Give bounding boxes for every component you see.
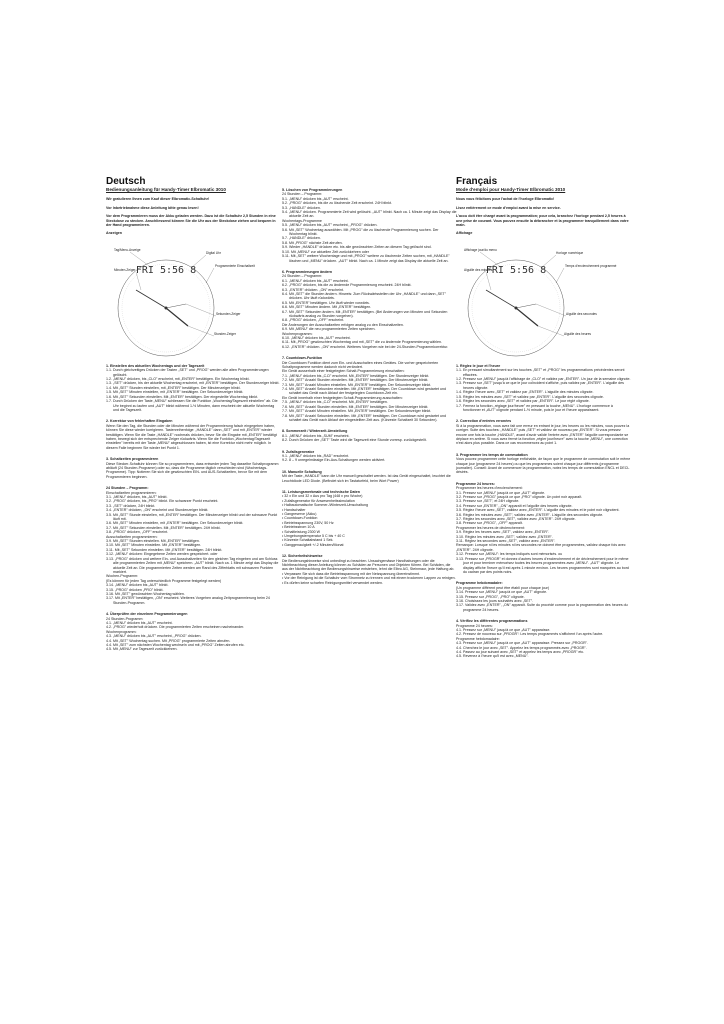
german-section-item: 3.11. Mit „SET" Sekunden einstellen. Mit „ENTER" bestätigen. 24H blinkt. xyxy=(106,547,223,552)
german-section-item: • Gangreserve (Akku) xyxy=(282,512,317,516)
french-section-item: 1.1. En pressant simultanément sur les touches „SET" et „PROG" les programmations précédentes seront effacées. xyxy=(456,368,625,377)
german-section-item: Wochenprogramm: xyxy=(282,331,313,336)
german-section-item: 8.1. „MENU" drücken bis „SUM" erscheint. xyxy=(282,433,350,438)
german-section-item: 3.9. Mit „SET" Stunden einstellen. Mit „ENTER" bestätigen. xyxy=(106,539,200,544)
label-digital-clock: Digital Uhr xyxy=(206,250,221,255)
german-section-item: 3.3. „SET" drücken, 24H blinkt. xyxy=(106,503,156,508)
german-section-item: Die Bedienungshinweise sind unbedingt zu beachten. Unsachgemässe Handhabungen oder die Nichtbeachtung dieser Anleitung können zu Schäden an Personen und Objekten führen. Bei Schäden, die aus der Nichtbeachtung der Bedienungshinweise entstehen, lehnt die Elbro AG, Steinmaur, jede Haftung ab. xyxy=(282,558,455,572)
german-section-item: Wochen-Programm: xyxy=(106,574,139,579)
french-section-item: 4.2. Pressez de nouveau sur „PROGR": Les temps programmés s'affichent l'un après l'autre. xyxy=(456,632,604,637)
german-section-item: 7.7. Mit „SET" Anzahl Minuten einstellen. Mit „ENTER" bestätigen. Der Sekundenzeiger blinkt. xyxy=(282,409,432,414)
german-section-item: 3.13. „PROG" drücken und weitere Ein- und Ausschaltzeiten für den gleichen Tag eingeben und am Schluss alle programmierten Zeiten mit „MENU" speichern. „AUT" blinkt. Nach ca. 1 Minute zeigt das Display die aktuelle Zeit an. Die programmierten Zeiten werden am Rand des Zifferblatts mit schwarzen Punkten markiert. xyxy=(106,556,279,574)
german-title: Deutsch xyxy=(106,176,146,187)
german-section-item: • Vor der Reinigung ist die Schaltuhr vom Stromnetz zu trennen und mit einem trockenen Lappen zu reinigen. xyxy=(282,576,456,581)
german-section-item: 6.4. Mit „SET" die Stunden ändern. Hinweis: Zum Rückwärtsstellen der Uhr „HANDLE" und dann „SET" drücken. Uhr läuft rückwärts. xyxy=(282,291,447,301)
label-programmed-time: Programmierte Einschaltzeit xyxy=(215,263,255,268)
french-intro-1: Nous vous félicitons pour l'achat de l'horloge Elbromatic! xyxy=(456,197,555,202)
german-section-item: 24 Stunden – Programm: xyxy=(282,192,323,197)
french-section-item: 3.7. Réglez les secondes avec „SET", validez avec „ENTER". 24H clignote. xyxy=(456,517,576,522)
german-clock-diagram xyxy=(106,238,281,360)
german-section-item: 5.6. Mit „SET" Wochentag auswählen. Mit „PROG" die zu löschende Programmierung suchen. Der Wochentag blinkt. xyxy=(282,227,439,237)
german-diagram-title: Anzeigen xyxy=(106,231,122,236)
german-section-item: 5.11. Mit „SET" weitere Wochentage und mit „PROG" weitere zu löschende Zeiten suchen, mit „HANDLE" löschen und „MENU" drücken. „AUT" blinkt. Nach ca. 1 Minute zeigt das Display die aktuelle Zeit an. xyxy=(282,254,450,263)
german-section-item: 6.5. Mit „ENTER" bestätigen. Uhr läuft wieder vorwärts. xyxy=(282,300,370,305)
german-section-item: 3.12. „MENU" drücken: Eingegebene Zeiten werden gespeichert. oder xyxy=(106,552,218,557)
german-section-item: 6.8. „PROG" drücken, „OFF" erscheint. xyxy=(282,318,345,323)
german-section-item: Wenn Sie den Tag, die Stunden oder die Minuten während der Programmierung falsch eingegeben haben, können Sie diese wieder korrigieren. Tastenreihenfolge: „HANDLE" dann „SET" und mit „ENTER" wieder bestätigen. Wenn Sie die Taste „HANDLE" nochmals drücken, bevor Sie die Eingabe mit „ENTER" bestätigt haben, bewegt sich der entsprechende Zeiger rückwärts. Wenn Sie die Funktion „Wochentag/Tageszeit einstellen" bereits mit der Taste „MENU" abgeschlossen haben, ist eine Korrektur nicht mehr möglich. In diesem Falle beginnen Sie wieder bei Punkt 1. xyxy=(106,423,277,450)
label-hour-hand: Stunden-Zeiger xyxy=(214,331,236,336)
german-sections-part-2 xyxy=(282,188,457,588)
german-section-item: 6.2. „PROG" drücken, bis die zu ändernde Programmierung erscheint. 24H blinkt. xyxy=(282,283,412,288)
french-section-item: 3.6. Réglez les minutes avec „SET", validez avec „ENTER". L'aiguille des secondes clignote. xyxy=(456,512,604,517)
german-section-item: Ein Gerät innerhalb einer festgelegten Schalt-Programmierung ausschalten: xyxy=(282,395,403,400)
french-section-title: 3. Programmer les temps de commutation xyxy=(456,452,528,457)
german-section-item: 4.4. Mit „SET" Wochentag suchen. Mit „PROG" programmierte Zeiten abrufen. xyxy=(106,638,231,643)
german-section-item: Wochentags-Programme xyxy=(282,218,322,223)
german-section-item: 7.6. Mit „SET" Anzahl Stunden einstellen. Mit „ENTER" bestätigen. Der Minutenzeiger blinkt. xyxy=(282,404,429,409)
french-section-item: 3.8. Pressez sur „PROG", „OFF" apparaît. xyxy=(456,521,523,526)
german-section-item: Wochenprogramm: xyxy=(106,629,137,634)
label-day-menu-fr: Affichage jour/du menu xyxy=(464,247,497,252)
french-section-item: 3.12. Pressez sur „MENU": les temps indiqués sont mémorisés. ou xyxy=(456,552,563,557)
german-section-item: 6.11. Mit „PROG" gewünschten Wochentag und mit „SET" die zu ändernde Programmierung wählen. xyxy=(282,340,443,345)
german-section-item: 4.2. „PROG" wiederholt drücken. Die programmierten Zeiten erscheinen nacheinander. xyxy=(106,625,245,630)
label-programmed-time-fr: Temps d'enclenchement programmé xyxy=(565,263,617,268)
french-section-item: 3.13. Pressez sur „PROGR" et donnez d'autres heures d'enclenchement et de déclenchement pour le même jour et pour terminer mémorisez toutes les heures programmées avec „MENU". „AUT" clignote. Le display affiche l'heure qu'il est après 1 minute environ. Les heures programmées sont marquées au bord du cadran par des points noirs. xyxy=(456,556,629,574)
german-section-item: 3.15. „PROG" drücken „PRO" blinkt. xyxy=(106,587,164,592)
german-column-1 xyxy=(106,176,281,655)
german-subtitle: Bedienungsanleitung für Handy-Timer Elbromatic 3010 xyxy=(106,187,226,192)
german-section-item: 6.6. Mit „SET" Minuten ändern. Mit „ENTER" bestätigen. xyxy=(282,305,372,310)
german-intro-2: Vor Inbetriebnahme diese Anleitung bitte genau lesen! xyxy=(106,205,199,210)
german-section-item: 9.2. 8 – 9 unregelmässige Ein-Aus-Schaltungen werden aktiviert. xyxy=(282,458,386,463)
german-section-item: 7.1. „MENU" drücken bis „C-D" erscheint. Mit „ENTER" bestätigen. Der Stundenzeiger blinkt. xyxy=(282,373,430,378)
german-section-item: Die Änderungen der Ausschaltzeiten erfolgen analog zu den Einschaltzeiten. xyxy=(282,322,404,327)
german-section-item: • Zufallsgenerator für Anwesenheitssimulation xyxy=(282,498,355,503)
french-section-item: 3.9. Réglez les heures avec „SET", validez avec „ENTER". xyxy=(456,530,550,535)
french-section-item: Programme 24 heures: xyxy=(456,623,493,628)
french-section-item: 1.2. Pressez sur „MENU" jusqu'à l'affichage de „CLO" et validez par „ENTER". Un jour de la semaine clignote. xyxy=(456,377,631,382)
french-section-item: Si à la programmation, vous avez fait une erreur en entrant le jour, les heures ou les minutes, vous pouvez la corriger. Suite des touches: „HANDLE" puis „SET" et validez de nouveau par „ENTER". Si vous pressez encore une fois la touche „HANDLE", avant d'avoir validé l'entrée avec „ENTER" l'aiguille correspondante se déplace en arrière. Si vous avez fermé la fonction „régler jour/heure" avec la touche „MENU", une correction n'est alors plus possible. Dans ce cas recommencez au point 1. xyxy=(456,423,630,446)
german-section-title: 6. Programmierungen ändern xyxy=(282,269,333,274)
german-section-item: • Es dürfen keine scharfen Reinigungsmittel verwendet werden. xyxy=(282,580,383,585)
german-section-item: 1.6. Mit „SET" Sekunden einstellen. Mit „ENTER" bestätigen. Der eingestellte Wochentag blinkt. xyxy=(106,394,259,399)
french-section-item: 1.6. Réglez les secondes avec „SET" et validez par „ENTER". Le jour réglé clignote. xyxy=(456,399,590,404)
french-section-item: 3.17. Validez avec „ENTER", „ON" apparaît. Suite du procédé comme pour la programmation des heures du programme 24 heures. xyxy=(456,603,628,612)
french-section-item: 4.4. Passez au jour suivant avec „SET" et appelez les temps avec „PROGR" etc. xyxy=(456,650,585,654)
german-section-item: 5.7. „HANDLE" drücken. xyxy=(282,236,321,241)
clock-dial-graphic xyxy=(106,238,281,360)
german-section-item: • Betriebsstrom 10 A xyxy=(282,525,315,530)
german-section-item: 5.8. Mit „PROG" nächste Zeit abrufen. xyxy=(282,240,343,245)
german-section-item: 7.8. Mit „SET" Anzahl Sekunden einstellen. Mit „ENTER" bestätigen. Der Countdown wird gestartet und schaltet das Gerät nach Ablauf der eingestellten Zeit aus. (Kürzeste Schaltzeit 30 Sekunden). xyxy=(282,413,446,422)
german-section-item: 1.3. „SET" drücken, bis der aktuelle Wochentag erscheint, mit „ENTER" bestätigen. Der Stundenzeiger blinkt. xyxy=(106,381,280,386)
french-diagram-title: Affichage xyxy=(456,231,473,236)
french-column xyxy=(456,176,631,662)
german-section-item: 1.5. Mit „SET" Minuten einstellen, mit „ENTER" bestätigen. Der Sekundenzeiger blinkt. xyxy=(106,390,244,395)
german-section-title: 9. Zufallsgenerator xyxy=(282,449,315,454)
french-section-item: 3.1. Pressez sur „MENU" jusqu'à ce que „AUT" clignote. xyxy=(456,490,546,495)
german-section-item: 3.10. Mit „SET" Minuten einstellen. Mit „ENTER" bestätigen. xyxy=(106,543,202,548)
french-section-title: 2. Correction d'entrées erronées xyxy=(456,419,512,424)
label-minute-hand: Minuten-Zeiger xyxy=(114,267,136,272)
french-section-item: Remarque: Lorsque ni les minutes ni les secondes ne doivent être programmées, validez chaque fois avec „ENTER". 24H clignote. xyxy=(456,543,626,552)
german-section-item: • Ganggenauigkeit +/-2 Minuten/Monat xyxy=(282,542,344,547)
german-section-item: • 32 x Ein und 32 x Aus pro Tag (448 x pro Woche) xyxy=(282,494,363,499)
french-section-title: Programme 24 heures: xyxy=(456,481,495,486)
german-section-item: 8.2. Durch Drücken der „SET" Taste wird die Tageszeit eine Stunde vorresp. zurückgestellt. xyxy=(282,438,427,443)
german-intro-1: Wir gratulieren Ihnen zum Kauf dieser Elbromatic-Schaltuhr! xyxy=(106,197,210,202)
french-section-item: 4.3. Pressez sur „MENU" jusqu'à ce que „AUT" apparaisse. Pressez sur „PROGR". xyxy=(456,641,588,646)
german-section-item: • Countdown-Funktion xyxy=(282,516,318,521)
german-section-item: 24 Stunden – Programm: xyxy=(282,274,323,279)
german-section-item: 7.4. Mit „SET" Anzahl Sekunden einstellen. Mit „ENTER" bestätigen. Der Countdown wird gestartet und schaltet das Gerät nach Ablauf der festgelegten Countdown-Zeit ein. xyxy=(282,387,446,396)
german-section-title: 7. Countdown-Funktion xyxy=(282,356,323,361)
german-section-item: 7.2. Mit „SET" Anzahl Stunden einstellen. Mit „ENTER" bestätigen. Der Minutenzeiger blinkt. xyxy=(282,378,429,383)
german-section-item: Ein Gerät ausserhalb einer festgelegten Schalt-Programmierung einschalten: xyxy=(282,369,405,374)
german-section-item: 4.1. „MENU" drücken bis „AUT" erscheint. xyxy=(106,620,173,625)
french-section-item: 4.5. Revenez à l'heure qu'il est avec „MENU". xyxy=(456,654,529,659)
german-section-item: 1.4. Mit „SET" Stunden einstellen, mit „ENTER" bestätigen. Der Minutenzeiger blinkt. xyxy=(106,385,241,390)
clock-dial-graphic-fr xyxy=(456,238,631,360)
french-sections xyxy=(456,364,631,662)
german-section-item: 1.1. Durch gleichzeitiges Drücken der Tasten „SET" und „PROG" werden alle alten Programmierungen gelöscht. xyxy=(106,368,269,377)
german-section-title: 1. Einstellen des aktuellen Wochentags und der Tageszeit xyxy=(106,363,205,368)
label-digital-clock-fr: Horloge numérique xyxy=(556,250,584,255)
german-section-item: • Halbautomatische Sommer-/Winterzeit-Umschaltung xyxy=(282,503,368,508)
label-second-hand: Sekunden-Zeiger xyxy=(216,311,241,316)
french-section-title: 4. Vérifiez les différentes programmations xyxy=(456,619,528,624)
german-section-item: 3.2. „PROG" drücken, bis „PRO" blinkt. Ein schwarzer Punkt erscheint. xyxy=(106,499,219,504)
german-section-item: Ausschaltzeiten programmieren: xyxy=(106,534,158,539)
german-section-title: 11. Leistungsmerkmale und technische Daten xyxy=(282,489,360,494)
french-section-item: 4.1. Pressez sur „MENU" jusqu'à ce que „AUT" apparaisse. xyxy=(456,627,551,632)
german-section-item: 5.5. „MENU" drücken bis „AUT" erscheint, „PROG" drücken. xyxy=(282,223,378,228)
german-section-item: 4.3. „MENU" drücken bis „AUT" erscheint, „PROG" drücken. xyxy=(106,634,202,639)
french-section-title: 1. Réglez le jour et l'heure xyxy=(456,363,501,368)
german-section-item: 7.3. Mit „SET" Anzahl Minuten einstellen. Mit „ENTER" bestätigen. Der Sekundenzeiger blinkt. xyxy=(282,382,432,387)
german-section-item: 6.9. Mit „MENU" die neu programmierten Zeiten speichern. xyxy=(282,327,376,332)
german-section-title: 24 Stunden – Programm: xyxy=(106,486,149,491)
french-section-item: 1.7. Fermez la fonction „réglage jour/heure" en pressant la touche „MENU". L'horloge commence à fonctionner et „AUT" clignote pendant 1-½ minute, puis le jour et l'heure apparaissent. xyxy=(456,403,613,412)
german-section-item: 3.6. Mit „SET" Minuten einstellen, mit „ENTER" bestätigen. Der Sekundenzeiger blinkt. xyxy=(106,521,244,526)
german-section-item: Einschaltzeiten programmieren: xyxy=(106,490,157,495)
german-section-item: 4.4. Mit „SET" zum nächsten Wochentag wechseln und mit „PROG" Zeiten abrufen etc. xyxy=(106,643,245,647)
french-section-item: 3.5. Réglez l'heure avec „SET", validez avec „ENTER". L'aiguille des minutes et le point noir clignotent. xyxy=(456,508,620,513)
french-title: Français xyxy=(456,176,498,187)
french-section-item: Programme hebdomadaire: xyxy=(456,636,500,641)
german-section-item: 3.14. „MENU" drücken bis „AUT" blinkt. xyxy=(106,583,169,588)
german-section-title: 12. Sicherheitshinweise xyxy=(282,554,323,559)
german-section-item: (Es können für jeden Tag unterschiedlich Programme festgelegt werden) xyxy=(106,578,222,583)
german-intro-3: Vor dem Programmieren muss der Akku geladen werden. Dazu ist die Schaltuhr 2,5 Stunden in eine Steckdose zu stecken. Anschliessend können Sie die Uhr aus der Steckdose ziehen und bequem in der Hand programmieren. xyxy=(106,214,276,228)
label-hour-hand-fr: Aiguille des heures xyxy=(564,331,591,336)
german-section-item: • Verpassen Sie sich dass die Betriebsspannung mit der Netzspannung übereinstimmt. xyxy=(282,571,420,576)
german-section-item: 3.5. Mit „SET" Stunde einstellen, mit „ENTER" bestätigen. Der Minutenzeiger blinkt und der schwarze Punkt läuft mit. xyxy=(106,512,278,522)
german-section-item: 6.10. „MENU" drücken bis „AUT" erscheint. xyxy=(282,336,351,340)
german-section-item: Diese Stecker-Schaltuhr können Sie so programmieren, dass entweder jeden Tag dasselbe Schaltprogramm abläuft (24 Stunden-Programm) oder so, dass die Programme täglich verschieden sind (Wochentags-Programme). Tipp: Notieren Sie sich die gewünschten EIN- und AUS-Schaltzeiten, bevor Sie mit dem Programmieren beginnen. xyxy=(106,461,279,479)
french-section-item: Programmer les heures de déclenchement: xyxy=(456,525,525,530)
german-section-title: 3. Schaltzeiten programmieren xyxy=(106,457,159,462)
label-second-hand-fr: Aiguille des secondes xyxy=(566,311,597,316)
french-section-item: Vous pouvez programmer cette horloge enfichable, de façon que le programme de commutation soit le même chaque jour (programme 24 heures) ou que les programmes soient chaque jour différents (programme journalier). Conseil: Avant de commencer la programmation, notez les temps de commutation ENCL et DECL désirés. xyxy=(456,457,631,475)
german-section-title: 10. Manuelle Schaltung xyxy=(282,469,322,474)
german-section-item: 5.10. Mit „MENU" zur aktuellen Zeit zurückkehren oder xyxy=(282,249,369,254)
german-section-item: • Kürzeste Schaltabstand 1 Sek. xyxy=(282,538,334,543)
german-section-title: 5. Löschen von Programmierungen xyxy=(282,188,343,192)
german-section-item: Die Countdown Funktion dient zum Ein- und Ausschalten eines Gerätes. Die vorher gespeicherten Schaltprogramme werden dadurch nicht verändert. xyxy=(282,360,439,370)
german-section-item: 1.7. Durch Drücken der Taste „MENU" schliessen Sie die Funktion „Wochentag/Tageszeit einstellen" ab. Die Uhr beginnt zu laufen und „AUT" blinkt während 1-½ Minuten, dann erscheint der aktuelle Wochentag und die Tageszeit. xyxy=(106,399,278,412)
german-section-item: 5.1. „MENU" drücken bis „AUT" erscheint. xyxy=(282,196,349,201)
german-section-item: 7.5. „MENU" drücken bis „C-D" erscheint. Mit „ENTER" bestätigen. xyxy=(282,400,388,405)
german-section-item: 3.16. Mit „SET" gewünschten Wochentag wählen. xyxy=(106,591,185,596)
french-section-item: 4.4. Cherchez le jour avec „SET". Appelez les temps programmés avec „PROGR". xyxy=(456,645,587,650)
french-section-item: 3.11. Réglez les secondes avec „SET", validez avec „ENTER". xyxy=(456,539,556,544)
german-section-item: • Schaltleistung 2300 W xyxy=(282,529,321,534)
german-section-item: 6.3. „ENTER" drücken. „ON" erscheint. xyxy=(282,287,344,292)
french-section-item: 3.2. Pressez sur „PROG" jusqu'à ce que „PRO" clignote. Un point noir apparaît. xyxy=(456,495,583,499)
french-section-item: 1.4. Réglez l'heure avec „SET" et validez par „ENTER". L'aiguille des minutes clignote. xyxy=(456,390,594,395)
german-section-item: • Handschalter xyxy=(282,507,306,512)
german-section-title: 8. Sommerzeit / Winterzeit-Umstellung xyxy=(282,429,348,434)
german-section-item: 5.9. Wieder „HANDLE" drücken etc. bis alle gewünschten Zeiten an diesem Tag gelöscht sind. xyxy=(282,245,432,250)
german-section-item: • Umgebungstemperatur 5 C bis + 40 C xyxy=(282,534,345,539)
german-column-2 xyxy=(282,184,457,588)
german-section-item: 3.17. Mit „ENTER" bestätigen, „ON" erscheint. Weiteres Vorgehen analog Zeitprogrammierung beim 24 Stunden-Programm. xyxy=(106,596,270,605)
french-section-item: Programmer les heures d'enclenchement: xyxy=(456,486,523,491)
french-section-title: Programme hebdomadaire: xyxy=(456,581,503,586)
german-section-item: 5.4. „MENU" drücken. Programmierte Zeit wird gelöscht. „AUT" blinkt. Nach ca. 1 Minute zeigt das Display die aktuelle Zeit an. xyxy=(282,210,457,219)
german-section-item: 3.4. „ENTER" drücken, „ON" erscheint und Stundenzeiger blinkt. xyxy=(106,508,209,513)
german-section-item: 4.5. Mit „MENU" zur Tageszeit zurückkehren. xyxy=(106,647,178,652)
french-section-item: 1.3. Pressez sur „SET" jusqu'à ce que le jour coïncident s'affiche, puis validez par „ENTER". L'aiguille des heures clignote. xyxy=(456,381,624,390)
french-subtitle: Mode d'emploi pour Handy-Timer Elbromatic 3010 xyxy=(456,187,566,192)
german-section-title: 4. Überprüfen der einzelnen Programmierungen xyxy=(106,612,188,617)
french-section-item: 3.10. Réglez les minutes avec „SET", validez avec „ENTER". xyxy=(456,534,553,539)
french-lcd-display: FRI 5:56 8 xyxy=(485,264,547,276)
german-section-item: 6.1. „MENU" drücken bis „AUT" erscheint. xyxy=(282,278,349,283)
german-sections-part-1 xyxy=(106,364,281,655)
label-day-menu: Tag/Menu-Anzeige xyxy=(114,247,141,252)
german-section-item: 1.2. „MENU" drücken, bis „CLO" erscheint, mit „ENTER" bestätigen. Ein Wochentag blinkt. xyxy=(106,377,250,382)
german-section-title: 2. Korrektur von fehlerhaften Eingaben xyxy=(106,419,173,424)
french-section-item: 3.3. Pressez sur „SET", et 24H clignote. xyxy=(456,499,520,504)
french-section-item: (Un programme différent peut être établi pour chaque jour) xyxy=(456,585,550,590)
german-section-item: 5.2. „PROG" drücken, bis die zu löschende Zeit erscheint. 24H blinkt. xyxy=(282,201,392,206)
german-section-item: Mit der Taste „HANDLE" kann die Uhr manuell geschaltet werden. Ist das Gerät eingeschaltet, leuchtet die Leuchtdiode LED Diode. (Befindet sich im Tastaturfeld, beim Wort Power) xyxy=(282,474,451,483)
label-minute-hand-fr: Aiguille des minutes xyxy=(464,267,493,272)
german-section-item: 6.12. „ENTER" drücken. „ON" erscheint. Weiteres Vorgehen wie bei der 24-Stunden-Programmkorrektur. xyxy=(282,344,449,349)
german-section-item: 5.3. „HANDLE" drücken. xyxy=(282,205,321,210)
french-section-item: 3.4. Pressez sur „ENTER", „ON" apparaît et l'aiguille des heures clignote. xyxy=(456,503,573,508)
french-clock-diagram xyxy=(456,238,631,360)
french-intro-2: Lisez entièrement ce mode d'emploi avant la mise en service. xyxy=(456,205,561,210)
german-section-item: 3.1. „MENU" drücken, bis „AUT" blinkt. xyxy=(106,495,168,499)
french-section-item: 3.15. Pressez sur „PROG", „PRO" clignote. xyxy=(456,594,525,599)
german-section-item: 3.7. Mit „SET" Sekunden einstellen. Mit „ENTER" bestätigen. 24H blinkt. xyxy=(106,525,221,530)
german-section-item: 3.8. „PROG" drücken, „OFF" erscheint. xyxy=(106,530,169,535)
french-section-item: 3.16. Choisissez les jours souhaités avec „SET". xyxy=(456,598,534,603)
german-section-item: 24 Stunden-Programm: xyxy=(106,616,144,621)
german-lcd-display: FRI 5:56 8 xyxy=(135,264,197,276)
french-intro-3: L'accu doit être chargé avant la programmation; pour cela, branchez l'horloge pendant 2,5 heures à une prise de courant. Vous pouvez ensuite la débrancher et la programmer tranquillement dans votre main. xyxy=(456,214,629,228)
german-section-item: 6.7. Mit „SET" Sekunden ändern. Mit „ENTER" bestätigen. (Bei Änderungen von Minuten und Sekunden rückwärts analog zu Stunden vorgehen). xyxy=(282,309,448,318)
french-section-item: 1.5. Réglez les minutes avec „SET" et validez par „ENTER". L'aiguille des secondes clignote. xyxy=(456,394,604,399)
german-section-item: 9.1. „MENU" drücken bis „RAD" erscheint. xyxy=(282,453,350,458)
french-section-item: 3.14. Pressez sur „MENU" jusqu'à ce que „AUT" clignote. xyxy=(456,590,548,595)
german-section-item: • Betriebsspannung 230V, 50 Hz xyxy=(282,520,334,525)
